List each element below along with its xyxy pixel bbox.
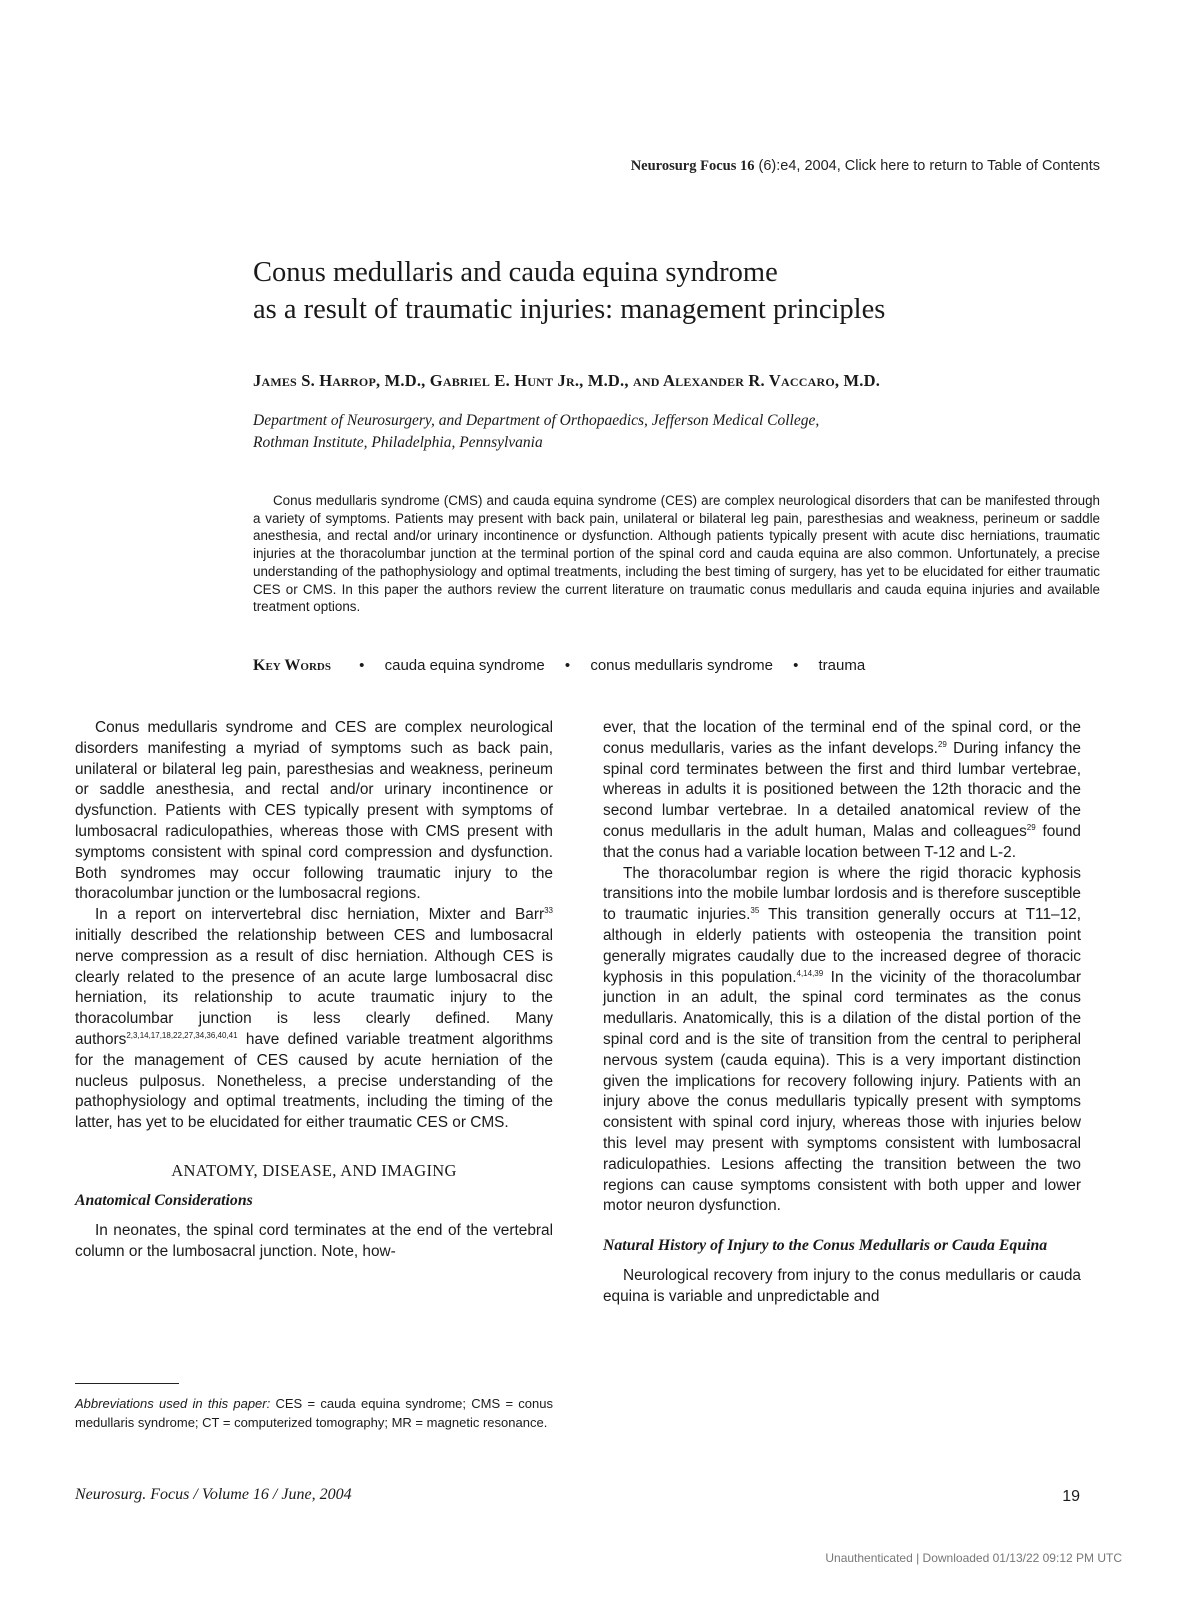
section-heading: ANATOMY, DISEASE, AND IMAGING bbox=[171, 1160, 457, 1180]
affiliation-line-2: Rothman Institute, Philadelphia, Pennsylvania bbox=[253, 434, 543, 451]
subsection-heading: Natural History of Injury to the Conus Medullaris or Cauda Equina bbox=[603, 1237, 1048, 1255]
download-stamp: Unauthenticated | Downloaded 01/13/22 09:12 PM UTC bbox=[825, 1551, 1122, 1565]
running-header bbox=[300, 158, 1100, 175]
body-paragraph bbox=[75, 905, 553, 1134]
body-paragraph bbox=[603, 718, 1081, 864]
paragraph-text: have defined variable treatment algorithms for the management of CES caused by acute herniation of the nucleus pulposus. Nonetheless, a precise understanding of the pathophysiology and optimal treatments, including the timing of the latter, has yet to be elucidated for either traumatic CES or CMS. bbox=[75, 1030, 553, 1132]
affiliation-line-1: Department of Neurosurgery, and Department of Orthopaedics, Jefferson Medical College, bbox=[253, 412, 820, 429]
footnote-text: CES = cauda equina syndrome; CMS = conus medullaris syndrome; CT = computerized tomography; MR = magnetic resonance. bbox=[75, 1396, 553, 1430]
body-paragraph: Neurological recovery from injury to the conus medullaris or cauda equina is variable and unpredictable and bbox=[603, 1267, 1081, 1305]
page-number: 19 bbox=[1062, 1488, 1080, 1505]
keywords bbox=[253, 657, 1113, 675]
citation-ref: 4,14,39 bbox=[796, 968, 824, 978]
body-paragraph bbox=[603, 864, 1081, 1218]
citation-ref: 33 bbox=[544, 906, 553, 916]
title-line-2: as a result of traumatic injuries: management principles bbox=[253, 294, 886, 325]
body-column-left bbox=[75, 718, 553, 1262]
keyword-separator: • bbox=[359, 657, 365, 674]
paragraph-text: In the vicinity of the thoracolumbar junction in an adult, the spinal cord terminates as the conus medullaris. Anatomically, this is a dilation of the distal portion of the spinal cord and is the site of transition from the central to peripheral nervous system (cauda equina). This is a very important distinction given the implications for recovery following injury. Patients with an injury above the conus medullaris typically present with symptoms consistent with spinal cord injury, whereas those with injuries below this level may present with symptoms consistent with lumbosacral radiculopathies. Lesions affecting the transition between the two regions can cause symptoms consistent with both upper and lower motor neuron dysfunction. bbox=[603, 968, 1081, 1215]
toc-link[interactable]: Click here to return to Table of Contents bbox=[844, 158, 1100, 174]
keyword-separator: • bbox=[564, 657, 571, 674]
paragraph-text: The thoracolumbar region is where the rigid thoracic kyphosis transitions into the mobile lumbar lordosis and is therefore susceptible to traumatic injuries. bbox=[603, 864, 1081, 924]
citation-ref: 29 bbox=[937, 739, 947, 749]
issue-citation: (6):e4, 2004, bbox=[754, 158, 845, 174]
paragraph-text: In a report on intervertebral disc herniation, Mixter and Barr bbox=[95, 906, 545, 924]
paragraph-text: initially described the relationship between CES and lumbosacral nerve compression as a result of disc herniation. Although CES is clearly related to the presence of an acute large lumbosacral disc herniation, its relationship to acute traumatic injury to the thoracolumbar junction is less clearly defined. Many authors bbox=[75, 926, 553, 1048]
citation-ref: 2,3,14,17,18,22,27,34,36,40,41 bbox=[126, 1030, 238, 1040]
paragraph-text: This transition generally occurs at T11–12, although in elderly patients with osteopenia the transition point generally migrates caudally due to the increased degree of thoracic kyphosis in this population. bbox=[603, 906, 1081, 986]
abstract: Conus medullaris syndrome (CMS) and cauda equina syndrome (CES) are complex neurological disorders that can be manifested through a variety of symptoms. Patients may present with back pain, unilateral or bilateral leg pain, paresthesias and weakness, perineum or saddle anesthesia, and rectal and/or urinary incontinence or dysfunction. Although patients typically present with acute disc herniations, traumatic injuries at the thoracolumbar junction at the terminal portion of the spinal cord and cauda equina are also common. Unfortunately, a precise understanding of the pathophysiology and optimal treatments, including the best timing of surgery, has yet to be elucidated for either traumatic CES or CMS. In this paper the authors review the current literature on traumatic conus medullaris and cauda equina injuries and available treatment options. bbox=[253, 493, 1100, 615]
keyword-item: cauda equina syndrome bbox=[384, 657, 545, 674]
abbreviations-footnote bbox=[75, 1394, 553, 1432]
paragraph-text: found that the conus had a variable location between T-12 and L-2. bbox=[603, 822, 1081, 861]
footnote-label: Abbreviations used in this paper: bbox=[75, 1396, 271, 1411]
keyword-item: conus medullaris syndrome bbox=[590, 657, 773, 674]
body-paragraph: Conus medullaris syndrome and CES are complex neurological disorders manifesting a myriad of symptoms such as back pain, unilateral or bilateral leg pain, paresthesias and weakness, perineum or saddle anesthesia, and rectal and/or urinary incontinence or dysfunction. Patients with CES typically present with symptoms of lumbosacral radiculopathies, whereas those with CMS present with symptoms consistent with spinal cord compression and dysfunction. Both syndromes may occur following traumatic injury to the thoracolumbar junction or the lumbosacral regions. bbox=[75, 719, 553, 903]
citation-ref: 29 bbox=[1026, 822, 1036, 832]
keyword-separator: • bbox=[793, 657, 799, 674]
article-title bbox=[253, 254, 1113, 328]
affiliation bbox=[253, 410, 1113, 454]
citation-ref: 35 bbox=[750, 906, 760, 916]
keywords-label: Key Words bbox=[253, 657, 331, 674]
subsection-heading: Anatomical Considerations bbox=[75, 1191, 253, 1209]
body-column-right bbox=[603, 718, 1081, 1308]
footer-journal: Neurosurg. Focus / Volume 16 / June, 2004 bbox=[75, 1486, 352, 1503]
author-list: James S. Harrop, M.D., Gabriel E. Hunt Jr., M.D., and Alexander R. Vaccaro, M.D. bbox=[253, 371, 881, 390]
keyword-item: trauma bbox=[818, 657, 866, 674]
title-line-1: Conus medullaris and cauda equina syndrome bbox=[253, 257, 778, 288]
footnote-divider bbox=[75, 1383, 179, 1384]
paragraph-text: During infancy the spinal cord terminates between the first and third lumbar vertebrae, whereas in adults it is positioned between the 12th thoracic and the second lumbar vertebrae. In a detailed anatomical review of the conus medullaris in the adult human, Malas and colleagues bbox=[603, 739, 1081, 840]
body-paragraph: In neonates, the spinal cord terminates at the end of the vertebral column or the lumbosacral junction. Note, how- bbox=[75, 1221, 553, 1260]
paragraph-text: ever, that the location of the terminal end of the spinal cord, or the conus medullaris, varies as the infant develops. bbox=[603, 719, 1081, 757]
journal-citation: Neurosurg Focus 16 bbox=[630, 158, 755, 174]
